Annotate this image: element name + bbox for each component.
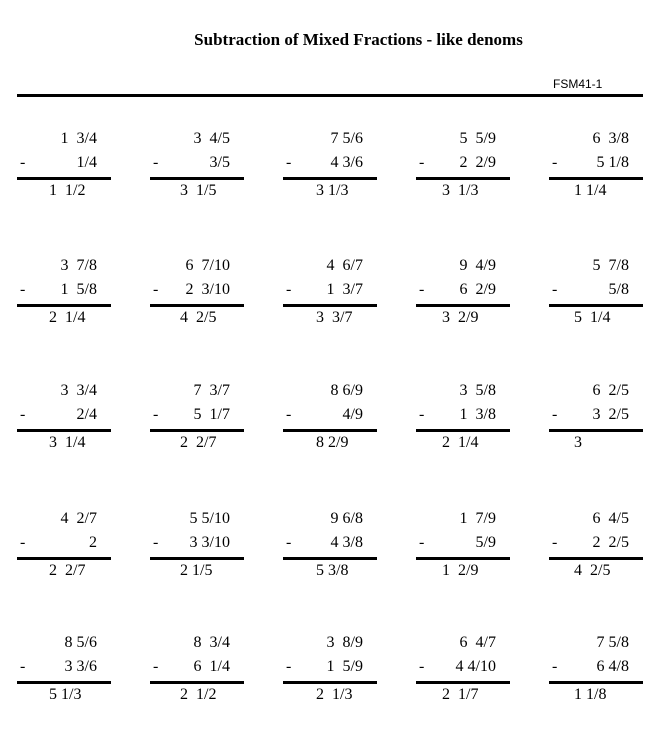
answer-line — [416, 681, 510, 684]
difference: 2 1/2 — [180, 686, 217, 703]
subtrahend: 4/9 — [342, 406, 363, 423]
minus-sign: - — [20, 281, 26, 298]
answer-line — [17, 557, 111, 560]
minuend: 8 3/4 — [193, 634, 230, 651]
minus-sign: - — [552, 406, 558, 423]
answer-line — [150, 681, 244, 684]
minuend: 9 4/9 — [459, 257, 496, 274]
minus-sign: - — [286, 154, 292, 171]
difference: 2 1/4 — [442, 434, 479, 451]
minuend: 4 2/7 — [60, 510, 97, 527]
subtrahend: 1/4 — [76, 154, 97, 171]
answer-line — [283, 177, 377, 180]
minuend: 5 7/8 — [592, 257, 629, 274]
difference: 3 1/5 — [180, 182, 217, 199]
problem — [416, 130, 512, 210]
problem — [416, 634, 512, 714]
problem — [416, 382, 512, 462]
minuend: 7 3/7 — [193, 382, 230, 399]
answer-line — [150, 557, 244, 560]
subtrahend: 5/8 — [608, 281, 629, 298]
difference: 4 2/5 — [574, 562, 611, 579]
minus-sign: - — [286, 406, 292, 423]
minuend: 7 5/6 — [330, 130, 363, 147]
minus-sign: - — [20, 534, 26, 551]
minuend: 9 6/8 — [330, 510, 363, 527]
subtrahend: 2 3/10 — [185, 281, 230, 298]
answer-line — [150, 304, 244, 307]
worksheet-title: Subtraction of Mixed Fractions - like denoms — [194, 30, 523, 49]
difference: 1 2/9 — [442, 562, 479, 579]
subtrahend: 4 3/6 — [330, 154, 363, 171]
problem — [150, 382, 246, 462]
difference: 5 1/3 — [49, 686, 82, 703]
subtrahend: 3 2/5 — [592, 406, 629, 423]
subtrahend: 3/5 — [209, 154, 230, 171]
minus-sign: - — [286, 281, 292, 298]
difference: 3 — [574, 434, 582, 451]
minuend: 3 8/9 — [326, 634, 363, 651]
problem — [17, 634, 113, 714]
answer-line — [17, 304, 111, 307]
minus-sign: - — [286, 534, 292, 551]
subtrahend: 1 3/8 — [459, 406, 496, 423]
minuend: 8 5/6 — [64, 634, 97, 651]
answer-line — [150, 429, 244, 432]
subtrahend: 1 3/7 — [326, 281, 363, 298]
minus-sign: - — [153, 534, 159, 551]
minuend: 8 6/9 — [330, 382, 363, 399]
minus-sign: - — [20, 658, 26, 675]
minus-sign: - — [153, 281, 159, 298]
answer-line — [283, 681, 377, 684]
problem — [17, 130, 113, 210]
answer-line — [283, 557, 377, 560]
subtrahend: 2 2/5 — [592, 534, 629, 551]
difference: 3 3/7 — [316, 309, 353, 326]
subtrahend: 3 3/6 — [64, 658, 97, 675]
difference: 1 1/2 — [49, 182, 86, 199]
problem — [416, 257, 512, 337]
minuend: 6 2/5 — [592, 382, 629, 399]
difference: 3 1/4 — [49, 434, 86, 451]
subtrahend: 4 3/8 — [330, 534, 363, 551]
subtrahend: 3 3/10 — [189, 534, 230, 551]
difference: 2 1/4 — [49, 309, 86, 326]
minus-sign: - — [419, 154, 425, 171]
header-rule — [17, 94, 643, 97]
minus-sign: - — [153, 406, 159, 423]
minuend: 3 7/8 — [60, 257, 97, 274]
difference: 5 3/8 — [316, 562, 349, 579]
minus-sign: - — [153, 658, 159, 675]
problem — [549, 382, 645, 462]
minuend: 7 5/8 — [596, 634, 629, 651]
minus-sign: - — [20, 154, 26, 171]
difference: 3 1/3 — [442, 182, 479, 199]
problem — [549, 510, 645, 590]
subtrahend: 2 2/9 — [459, 154, 496, 171]
problem — [283, 382, 379, 462]
subtrahend: 4 4/10 — [455, 658, 496, 675]
minus-sign: - — [552, 658, 558, 675]
answer-line — [283, 429, 377, 432]
answer-line — [17, 681, 111, 684]
minuend: 3 4/5 — [193, 130, 230, 147]
subtrahend: 6 2/9 — [459, 281, 496, 298]
minuend: 3 5/8 — [459, 382, 496, 399]
difference: 5 1/4 — [574, 309, 611, 326]
difference: 2 2/7 — [180, 434, 217, 451]
minuend: 6 3/8 — [592, 130, 629, 147]
answer-line — [549, 557, 643, 560]
difference: 2 1/5 — [180, 562, 213, 579]
subtrahend: 1 5/9 — [326, 658, 363, 675]
problem — [283, 130, 379, 210]
minus-sign: - — [286, 658, 292, 675]
problem — [150, 130, 246, 210]
difference: 1 1/4 — [574, 182, 607, 199]
problem — [150, 510, 246, 590]
minuend: 1 7/9 — [459, 510, 496, 527]
answer-line — [549, 429, 643, 432]
answer-line — [150, 177, 244, 180]
minus-sign: - — [419, 281, 425, 298]
minus-sign: - — [153, 154, 159, 171]
minuend: 6 7/10 — [185, 257, 230, 274]
answer-line — [549, 681, 643, 684]
problem — [549, 634, 645, 714]
subtrahend: 1 5/8 — [60, 281, 97, 298]
subtrahend: 5 1/7 — [193, 406, 230, 423]
subtrahend: 6 1/4 — [193, 658, 230, 675]
problem — [17, 382, 113, 462]
difference: 4 2/5 — [180, 309, 217, 326]
difference: 2 2/7 — [49, 562, 86, 579]
problem — [549, 257, 645, 337]
minus-sign: - — [552, 154, 558, 171]
minuend: 3 3/4 — [60, 382, 97, 399]
difference: 3 1/3 — [316, 182, 349, 199]
minuend: 6 4/5 — [592, 510, 629, 527]
problem — [283, 510, 379, 590]
minus-sign: - — [20, 406, 26, 423]
answer-line — [416, 429, 510, 432]
problem — [150, 634, 246, 714]
answer-line — [17, 177, 111, 180]
subtrahend: 2/4 — [76, 406, 97, 423]
answer-line — [416, 557, 510, 560]
minuend: 6 4/7 — [459, 634, 496, 651]
minus-sign: - — [419, 658, 425, 675]
answer-line — [549, 304, 643, 307]
minus-sign: - — [552, 534, 558, 551]
difference: 3 2/9 — [442, 309, 479, 326]
minuend: 1 3/4 — [60, 130, 97, 147]
difference: 2 1/3 — [316, 686, 353, 703]
subtrahend: 5/9 — [475, 534, 496, 551]
minuend: 4 6/7 — [326, 257, 363, 274]
minuend: 5 5/10 — [189, 510, 230, 527]
answer-line — [17, 429, 111, 432]
minuend: 5 5/9 — [459, 130, 496, 147]
answer-line — [416, 177, 510, 180]
difference: 1 1/8 — [574, 686, 607, 703]
answer-line — [416, 304, 510, 307]
problem — [17, 510, 113, 590]
problem — [549, 130, 645, 210]
problem — [17, 257, 113, 337]
problem — [283, 257, 379, 337]
subtrahend: 2 — [89, 534, 97, 551]
answer-line — [283, 304, 377, 307]
minus-sign: - — [419, 534, 425, 551]
minus-sign: - — [552, 281, 558, 298]
problem — [416, 510, 512, 590]
problem — [283, 634, 379, 714]
difference: 2 1/7 — [442, 686, 479, 703]
subtrahend: 5 1/8 — [596, 154, 629, 171]
subtrahend: 6 4/8 — [596, 658, 629, 675]
difference: 8 2/9 — [316, 434, 349, 451]
problem — [150, 257, 246, 337]
minus-sign: - — [419, 406, 425, 423]
answer-line — [549, 177, 643, 180]
worksheet-code: FSM41-1 — [553, 77, 603, 91]
